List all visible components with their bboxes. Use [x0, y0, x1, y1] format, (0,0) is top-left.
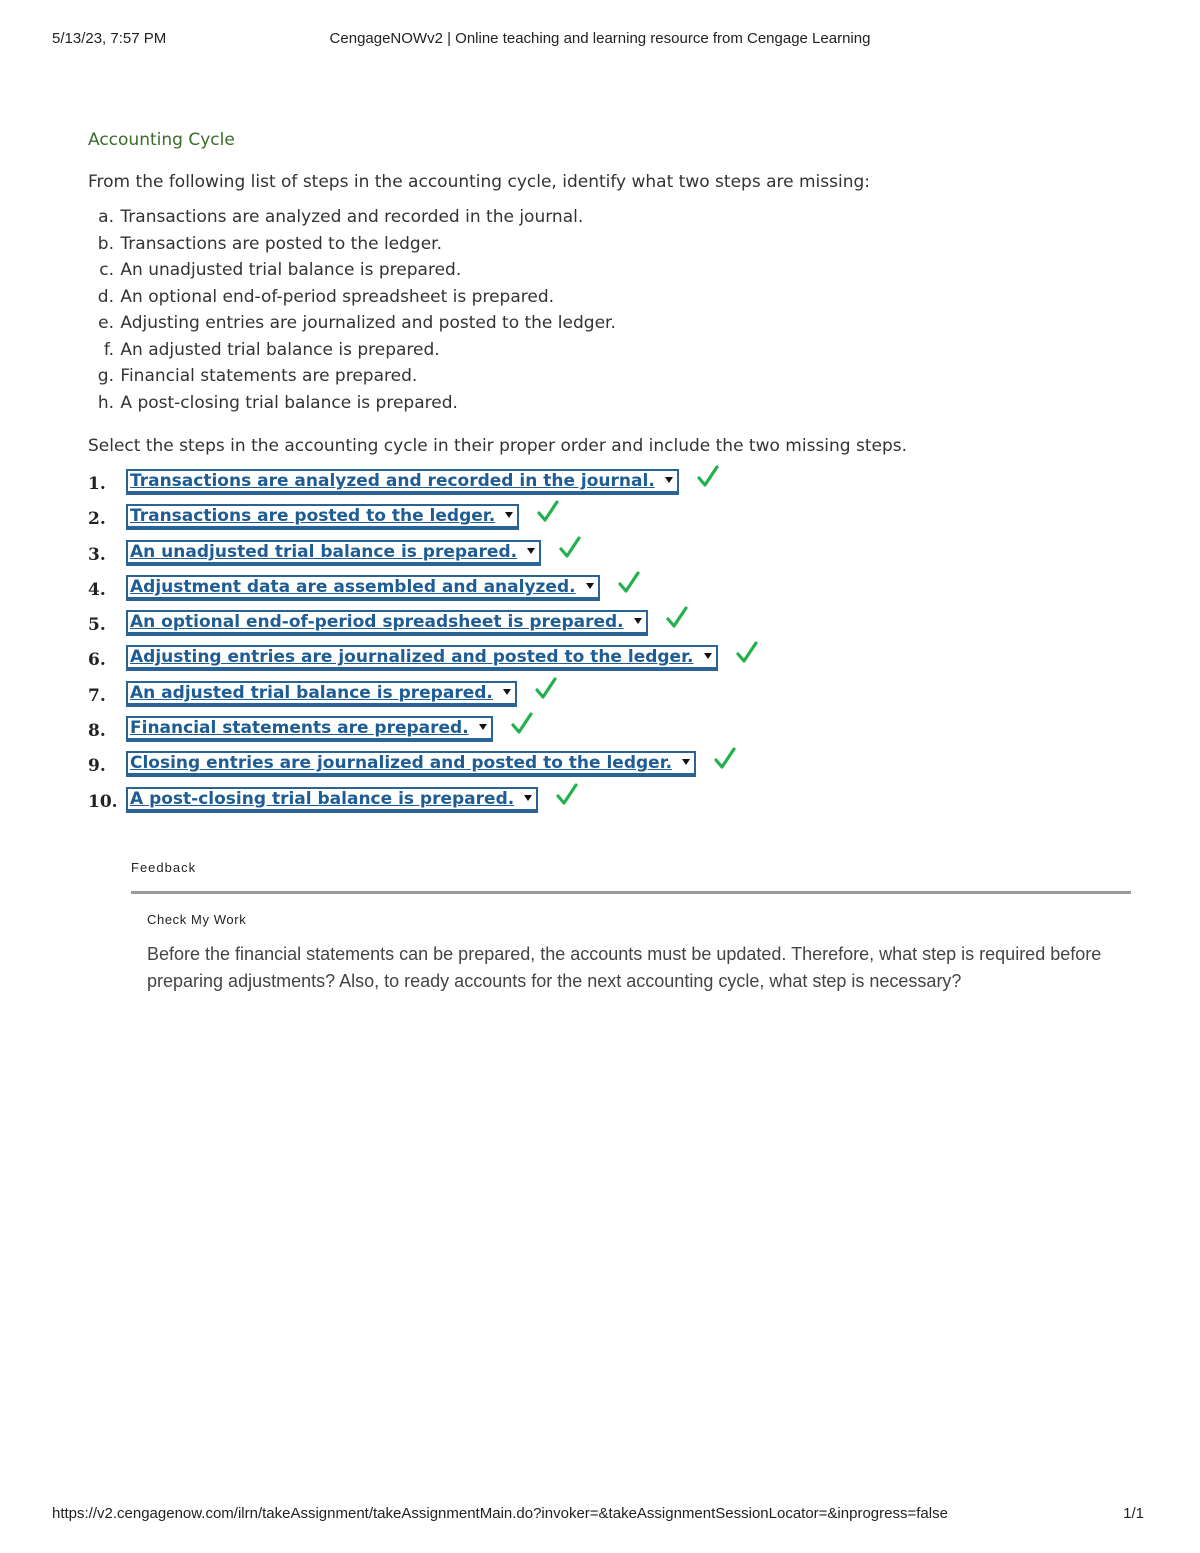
question-instruction: Select the steps in the accounting cycle in their proper order and include the two missing steps.	[88, 436, 908, 456]
step-text: An optional end-of-period spreadsheet is prepared.	[120, 286, 555, 307]
answer-row	[88, 787, 1138, 822]
step-item	[88, 257, 1138, 284]
check-icon	[535, 677, 557, 701]
step-text: Financial statements are prepared.	[120, 366, 418, 386]
question-intro: From the following list of steps in the accounting cycle, identify what two steps are missing:	[88, 172, 870, 192]
check-icon	[697, 465, 719, 489]
answer-select-1[interactable]	[126, 469, 679, 495]
step-item	[88, 231, 1138, 258]
dropdown-arrow-icon	[704, 653, 712, 659]
step-letter: d.	[97, 286, 114, 307]
step-list	[88, 204, 1138, 416]
step-item	[88, 390, 1138, 417]
print-datetime: 5/13/23, 7:57 PM	[52, 30, 167, 47]
answer-select-value: A post-closing trial balance is prepared.	[130, 788, 515, 809]
step-letter: f.	[103, 339, 114, 360]
answer-row	[88, 645, 1138, 680]
answer-select-9[interactable]	[126, 751, 696, 777]
answer-number: 10.	[88, 791, 118, 812]
step-letter: b.	[97, 233, 114, 254]
step-text: Adjusting entries are journalized and posted to the ledger.	[120, 313, 616, 333]
answer-select-value: Closing entries are journalized and posted to the ledger.	[130, 753, 673, 774]
dropdown-arrow-icon	[503, 689, 511, 695]
print-page-title: CengageNOWv2 | Online teaching and learning resource from Cengage Learning	[329, 30, 871, 47]
answer-select-value: Transactions are analyzed and recorded in the journal.	[130, 471, 655, 491]
check-icon	[537, 500, 559, 524]
step-item	[88, 310, 1138, 337]
step-letter: g.	[97, 366, 114, 386]
answer-select-2[interactable]	[126, 504, 519, 530]
answer-row	[88, 469, 1138, 504]
check-icon	[714, 747, 736, 771]
check-icon	[618, 571, 640, 595]
answer-select-value: An adjusted trial balance is prepared.	[130, 682, 493, 703]
answer-number: 4.	[88, 579, 106, 600]
answer-row	[88, 681, 1138, 716]
dropdown-arrow-icon	[479, 724, 487, 730]
step-text: A post-closing trial balance is prepared.	[120, 392, 458, 413]
answer-row	[88, 540, 1138, 575]
answer-select-value: Financial statements are prepared.	[130, 718, 469, 739]
dropdown-arrow-icon	[586, 583, 594, 589]
print-footer	[52, 1505, 1148, 1525]
question-content	[88, 130, 1138, 822]
answer-select-value: An unadjusted trial balance is prepared.	[130, 541, 518, 562]
step-letter: c.	[99, 260, 114, 280]
answer-select-value: An optional end-of-period spreadsheet is prepared.	[130, 612, 624, 633]
dropdown-arrow-icon	[527, 548, 535, 554]
answer-select-5[interactable]	[126, 610, 648, 636]
answer-number: 8.	[88, 721, 106, 742]
feedback-section	[131, 860, 1131, 995]
dropdown-arrow-icon	[524, 795, 532, 801]
answer-number: 2.	[88, 509, 106, 530]
step-item	[88, 284, 1138, 311]
answer-select-4[interactable]	[126, 575, 600, 601]
feedback-divider	[131, 891, 1131, 894]
answer-select-value: Adjustment data are assembled and analyzed.	[130, 576, 576, 597]
feedback-text: Before the financial statements can be prepared, the accounts must be updated. Therefore, what step is required before preparing adjustments? Also, to ready accounts for the next accounting cycle, what step is necessary?	[147, 944, 1102, 991]
question-title: Accounting Cycle	[88, 130, 235, 150]
answer-select-value: Adjusting entries are journalized and posted to the ledger.	[130, 647, 694, 668]
check-icon	[556, 783, 578, 807]
answer-number: 5.	[88, 615, 106, 636]
answer-number: 3.	[88, 544, 106, 565]
answer-number: 7.	[88, 685, 106, 706]
print-page-number: 1/1	[1123, 1505, 1144, 1522]
answer-select-7[interactable]	[126, 681, 517, 707]
dropdown-arrow-icon	[505, 512, 513, 518]
answer-row	[88, 504, 1138, 539]
feedback-label: Feedback	[131, 860, 197, 875]
print-header	[52, 30, 1148, 50]
answer-row	[88, 716, 1138, 751]
answer-number: 6.	[88, 650, 106, 671]
feedback-body	[131, 912, 1131, 995]
answer-row	[88, 610, 1138, 645]
answer-list	[88, 469, 1138, 822]
step-item	[88, 204, 1138, 231]
step-letter: a.	[98, 207, 114, 227]
answer-select-value: Transactions are posted to the ledger.	[130, 506, 496, 527]
check-icon	[736, 641, 758, 665]
answer-select-6[interactable]	[126, 645, 718, 671]
answer-select-10[interactable]	[126, 787, 538, 813]
check-icon	[559, 536, 581, 560]
dropdown-arrow-icon	[665, 477, 673, 483]
check-icon	[511, 712, 533, 736]
step-item	[88, 363, 1138, 390]
dropdown-arrow-icon	[634, 618, 642, 624]
step-item	[88, 337, 1138, 364]
step-letter: h.	[97, 392, 114, 413]
check-icon	[666, 606, 688, 630]
answer-number: 1.	[88, 474, 106, 494]
answer-row	[88, 575, 1138, 610]
dropdown-arrow-icon	[682, 759, 690, 765]
feedback-subtitle: Check My Work	[147, 912, 247, 927]
answer-select-8[interactable]	[126, 716, 493, 742]
print-url: https://v2.cengagenow.com/ilrn/takeAssignment/takeAssignmentMain.do?invoker=&takeAssignmentSessionLocator=&inprogress=false	[52, 1505, 948, 1522]
answer-select-3[interactable]	[126, 540, 541, 566]
step-text: Transactions are posted to the ledger.	[120, 233, 443, 254]
step-letter: e.	[98, 313, 114, 333]
answer-number: 9.	[88, 756, 106, 777]
answer-row	[88, 751, 1138, 786]
step-text: Transactions are analyzed and recorded in the journal.	[120, 207, 584, 227]
step-text: An unadjusted trial balance is prepared.	[120, 260, 462, 280]
step-text: An adjusted trial balance is prepared.	[120, 339, 440, 360]
